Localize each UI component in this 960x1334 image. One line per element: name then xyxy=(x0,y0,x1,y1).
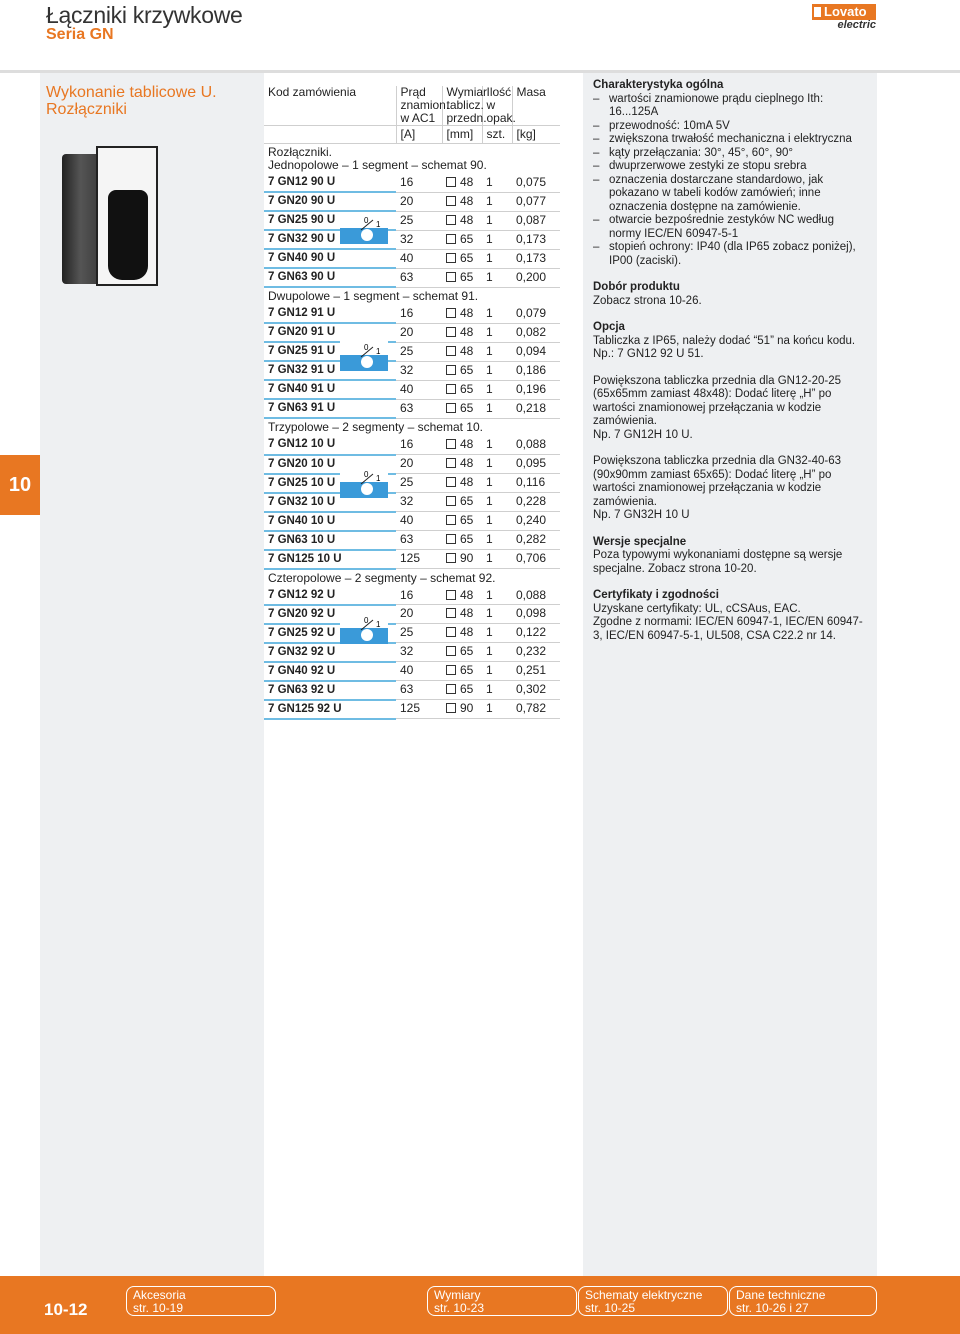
group-heading xyxy=(264,144,560,175)
rated-current: 40 xyxy=(396,249,442,268)
rated-current: 63 xyxy=(396,268,442,287)
char-item: – wartości znamionowe prądu cieplnego Ith: 16...125A xyxy=(593,93,867,120)
plate-dimension-value: 65 xyxy=(460,400,474,415)
page-subtitle: Seria GN xyxy=(46,26,114,43)
plate-dimension xyxy=(442,605,482,624)
rated-current: 25 xyxy=(396,342,442,361)
rated-current: 63 xyxy=(396,399,442,418)
mass: 0,082 xyxy=(512,323,560,342)
rated-current: 16 xyxy=(396,587,442,605)
pow2-text: Powiększona tabliczka przednia dla GN32-40-63 (90x90mm zamiast 65x65): Dodać literę „H” po wartości znamionowej przełączania w kodzie zamówienia. xyxy=(593,455,842,508)
col-wymiar: Wymiar tablicz. przedn. xyxy=(442,86,482,126)
mass: 0,079 xyxy=(512,305,560,323)
brand-sub: electric xyxy=(837,19,876,31)
square-icon xyxy=(446,458,456,468)
table-row xyxy=(264,399,560,418)
unit-ilosc: szt. xyxy=(482,126,512,144)
square-icon xyxy=(446,627,456,637)
square-icon xyxy=(446,253,456,263)
order-code: 7 GN20 10 U xyxy=(264,455,396,474)
section-title-line2: Rozłączniki xyxy=(46,101,127,118)
order-code: 7 GN25 90 U xyxy=(264,211,396,230)
order-code: 7 GN40 10 U xyxy=(264,512,396,531)
square-icon xyxy=(446,590,456,600)
opcja-title: Opcja xyxy=(593,321,625,333)
mass: 0,302 xyxy=(512,681,560,700)
svg-text:1: 1 xyxy=(376,620,381,629)
square-icon xyxy=(446,308,456,318)
order-code: 7 GN32 10 U xyxy=(264,493,396,512)
char-item: – przewodność: 10mA 5V xyxy=(593,120,867,134)
pack-qty: 1 xyxy=(482,305,512,323)
square-icon xyxy=(446,665,456,675)
table-row xyxy=(264,323,560,342)
pack-qty: 1 xyxy=(482,624,512,643)
square-icon xyxy=(446,608,456,618)
order-code: 7 GN20 91 U xyxy=(264,323,396,342)
char-item: – kąty przełączania: 30°, 45°, 60°, 90° xyxy=(593,147,867,161)
group-heading-line: Jednopolowe – 1 segment – schemat 90. xyxy=(268,158,487,172)
plate-dimension-value: 48 xyxy=(460,343,474,358)
table-row xyxy=(264,493,560,512)
mass: 0,186 xyxy=(512,361,560,380)
table-row xyxy=(264,643,560,662)
order-code: 7 GN125 10 U xyxy=(264,550,396,569)
pack-qty: 1 xyxy=(482,380,512,399)
col-ilosc: Ilość w opak. xyxy=(482,86,512,126)
order-code: 7 GN63 91 U xyxy=(264,399,396,418)
cam-switch-image xyxy=(56,146,160,294)
rated-current: 63 xyxy=(396,681,442,700)
table-row xyxy=(264,624,560,643)
square-icon xyxy=(446,365,456,375)
mass: 0,228 xyxy=(512,493,560,512)
rated-current: 16 xyxy=(396,436,442,454)
plate-dimension-value: 48 xyxy=(460,606,474,621)
mass: 0,094 xyxy=(512,342,560,361)
table-row xyxy=(264,681,560,700)
diagram-91 xyxy=(340,341,388,371)
group-heading-line: Dwupolowe – 1 segment – schemat 91. xyxy=(268,289,479,304)
order-code: 7 GN32 92 U xyxy=(264,643,396,662)
plate-dimension xyxy=(442,493,482,512)
char-item: – dwuprzerwowe zestyki ze stopu srebra xyxy=(593,160,867,174)
switch-position-icon xyxy=(340,341,388,371)
rated-current: 20 xyxy=(396,192,442,211)
plate-dimension xyxy=(442,587,482,605)
table-row xyxy=(264,249,560,268)
table-row xyxy=(264,587,560,605)
mass: 0,173 xyxy=(512,230,560,249)
char-item: – zwiększona trwałość mechaniczna i elektryczna xyxy=(593,133,867,147)
plate-dimension-value: 65 xyxy=(460,494,474,509)
square-icon xyxy=(446,177,456,187)
order-code: 7 GN40 90 U xyxy=(264,249,396,268)
plate-dimension-value: 48 xyxy=(460,625,474,640)
rated-current: 32 xyxy=(396,493,442,512)
rated-current: 40 xyxy=(396,662,442,681)
pack-qty: 1 xyxy=(482,681,512,700)
info-panel xyxy=(583,73,877,1276)
mass: 0,782 xyxy=(512,700,560,719)
plate-dimension xyxy=(442,474,482,493)
group-heading xyxy=(264,569,560,587)
plate-dimension-value: 48 xyxy=(460,324,474,339)
pack-qty: 1 xyxy=(482,587,512,605)
cert-text2: Zgodne z normami: IEC/EN 60947-1, IEC/EN 60947-3, IEC/EN 60947-5-1, UL508, CSA C22.2 nr 14. xyxy=(593,616,863,642)
order-code: 7 GN63 90 U xyxy=(264,268,396,287)
group-heading-line: Czteropolowe – 2 segmenty – schemat 92. xyxy=(268,570,496,585)
rated-current: 125 xyxy=(396,550,442,569)
order-code: 7 GN32 91 U xyxy=(264,361,396,380)
plate-dimension xyxy=(442,550,482,569)
svg-text:0: 0 xyxy=(364,343,369,352)
pack-qty: 1 xyxy=(482,455,512,474)
rated-current: 63 xyxy=(396,531,442,550)
mass: 0,251 xyxy=(512,662,560,681)
plate-dimension xyxy=(442,681,482,700)
square-icon xyxy=(446,515,456,525)
rated-current: 25 xyxy=(396,211,442,230)
plate-dimension-value: 48 xyxy=(460,212,474,227)
svg-text:0: 0 xyxy=(364,216,369,225)
pack-qty: 1 xyxy=(482,268,512,287)
table-row xyxy=(264,174,560,192)
square-icon xyxy=(446,346,456,356)
lovato-logo xyxy=(812,4,878,32)
table-row xyxy=(264,550,560,569)
plate-dimension-value: 90 xyxy=(460,701,474,716)
plate-dimension xyxy=(442,361,482,380)
switch-position-icon xyxy=(340,614,388,644)
plate-dimension xyxy=(442,323,482,342)
pack-qty: 1 xyxy=(482,361,512,380)
char-item: – stopień ochrony: IP40 (dla IP65 zobacz poniżej), IP00 (zaciski). xyxy=(593,241,867,268)
mass: 0,077 xyxy=(512,192,560,211)
table-row xyxy=(264,512,560,531)
footer-link-akcesoria[interactable] xyxy=(126,1286,276,1316)
footer-link-ref: str. 10-23 xyxy=(434,1301,485,1315)
table-row xyxy=(264,380,560,399)
mass: 0,240 xyxy=(512,512,560,531)
svg-text:1: 1 xyxy=(376,347,381,356)
plate-dimension-value: 90 xyxy=(460,551,474,566)
dobor-text: Zobacz strona 10-26. xyxy=(593,294,702,307)
footer-link-title: Schematy elektryczne xyxy=(585,1288,703,1302)
footer-link-title: Akcesoria xyxy=(133,1288,186,1302)
table-row xyxy=(264,305,560,323)
plate-dimension-value: 65 xyxy=(460,362,474,377)
plate-dimension xyxy=(442,512,482,531)
rated-current: 25 xyxy=(396,474,442,493)
table-row xyxy=(264,700,560,719)
pack-qty: 1 xyxy=(482,700,512,719)
plate-dimension xyxy=(442,174,482,192)
rated-current: 20 xyxy=(396,323,442,342)
svg-text:1: 1 xyxy=(376,220,381,229)
rated-current: 16 xyxy=(396,305,442,323)
mass: 0,173 xyxy=(512,249,560,268)
opcja-example: Np.: 7 GN12 92 U 51. xyxy=(593,348,704,360)
order-code: 7 GN25 91 U xyxy=(264,342,396,361)
pack-qty: 1 xyxy=(482,643,512,662)
square-icon xyxy=(446,439,456,449)
mass: 0,196 xyxy=(512,380,560,399)
table-row xyxy=(264,211,560,230)
mass: 0,098 xyxy=(512,605,560,624)
group-heading-line: Trzypolowe – 2 segmenty – schemat 10. xyxy=(268,420,483,435)
pack-qty: 1 xyxy=(482,493,512,512)
plate-dimension-value: 48 xyxy=(460,193,474,208)
diagram-90 xyxy=(340,214,388,244)
col-masa: Masa xyxy=(516,85,546,99)
pack-qty: 1 xyxy=(482,192,512,211)
mass: 0,200 xyxy=(512,268,560,287)
order-code: 7 GN63 92 U xyxy=(264,681,396,700)
order-code: 7 GN12 91 U xyxy=(264,305,396,323)
rated-current: 32 xyxy=(396,643,442,662)
square-icon xyxy=(446,703,456,713)
plate-dimension-value: 48 xyxy=(460,175,474,189)
plate-dimension xyxy=(442,342,482,361)
square-icon xyxy=(446,196,456,206)
plate-dimension-value: 65 xyxy=(460,644,474,659)
footer-link-wymiary[interactable] xyxy=(427,1286,577,1316)
footer-link-schematy[interactable] xyxy=(578,1286,728,1316)
brand-name: Lovato xyxy=(812,4,876,20)
unit-wymiar: [mm] xyxy=(442,126,482,144)
rated-current: 125 xyxy=(396,700,442,719)
table-row xyxy=(264,342,560,361)
plate-dimension-value: 48 xyxy=(460,475,474,490)
square-icon xyxy=(446,234,456,244)
square-icon xyxy=(446,403,456,413)
table-row xyxy=(264,474,560,493)
plate-dimension xyxy=(442,249,482,268)
plate-dimension-value: 48 xyxy=(460,306,474,321)
pack-qty: 1 xyxy=(482,436,512,454)
plate-dimension-value: 48 xyxy=(460,437,474,452)
square-icon xyxy=(446,684,456,694)
square-icon xyxy=(446,496,456,506)
plate-dimension xyxy=(442,662,482,681)
plate-dimension xyxy=(442,531,482,550)
plate-dimension xyxy=(442,436,482,454)
table-row xyxy=(264,455,560,474)
diagram-92 xyxy=(340,614,388,644)
mass: 0,122 xyxy=(512,624,560,643)
char-item: – otwarcie bezpośrednie zestyków NC według normy IEC/EN 60947-5-1 xyxy=(593,214,867,241)
cert-text1: Uzyskane certyfikaty: UL, cCSAus, EAC. xyxy=(593,602,801,615)
square-icon xyxy=(446,553,456,563)
plate-dimension xyxy=(442,230,482,249)
plate-dimension xyxy=(442,268,482,287)
char-item: – oznaczenia dostarczane standardowo, jak pokazano w tabeli kodów zamówień; inne oznaczenia dostępne na zamówienie. xyxy=(593,174,867,215)
rated-current: 40 xyxy=(396,380,442,399)
plate-dimension xyxy=(442,399,482,418)
svg-text:0: 0 xyxy=(364,470,369,479)
order-code: 7 GN25 10 U xyxy=(264,474,396,493)
plate-dimension-value: 48 xyxy=(460,587,474,602)
pack-qty: 1 xyxy=(482,399,512,418)
col-kod: Kod zamówienia xyxy=(264,86,396,126)
mass: 0,087 xyxy=(512,211,560,230)
mass: 0,088 xyxy=(512,436,560,454)
square-icon xyxy=(446,215,456,225)
table-row xyxy=(264,361,560,380)
plate-dimension xyxy=(442,700,482,719)
pack-qty: 1 xyxy=(482,211,512,230)
pack-qty: 1 xyxy=(482,249,512,268)
page-number: 10-12 xyxy=(44,1300,88,1319)
plate-dimension-value: 65 xyxy=(460,663,474,678)
plate-dimension xyxy=(442,380,482,399)
plate-dimension-value: 65 xyxy=(460,231,474,246)
opcja-text: Tabliczka z IP65, należy dodać “51” na końcu kodu. xyxy=(593,334,856,347)
plate-dimension xyxy=(442,211,482,230)
rated-current: 20 xyxy=(396,605,442,624)
chapter-tab: 10 xyxy=(0,455,40,515)
order-code: 7 GN40 92 U xyxy=(264,662,396,681)
plate-dimension xyxy=(442,455,482,474)
square-icon xyxy=(446,646,456,656)
plate-dimension-value: 65 xyxy=(460,269,474,284)
pack-qty: 1 xyxy=(482,531,512,550)
group-heading xyxy=(264,287,560,305)
svg-text:0: 0 xyxy=(364,616,369,625)
footer-link-title: Dane techniczne xyxy=(736,1288,826,1302)
section-title-line1: Wykonanie tablicowe U. xyxy=(46,84,217,101)
footer-link-ref: str. 10-25 xyxy=(585,1301,636,1315)
table-row xyxy=(264,662,560,681)
rated-current: 16 xyxy=(396,174,442,192)
plate-dimension xyxy=(442,305,482,323)
order-code: 7 GN125 92 U xyxy=(264,700,396,719)
section-title xyxy=(46,84,217,118)
unit-prad: [A] xyxy=(396,126,442,144)
mass: 0,095 xyxy=(512,455,560,474)
square-icon xyxy=(446,534,456,544)
square-icon xyxy=(446,272,456,282)
footer-link-ref: str. 10-19 xyxy=(133,1301,184,1315)
plate-dimension-value: 65 xyxy=(460,381,474,396)
pow2-example: Np. 7 GN32H 10 U xyxy=(593,509,690,521)
pow1-example: Np. 7 GN12H 10 U. xyxy=(593,428,693,441)
pack-qty: 1 xyxy=(482,605,512,624)
plate-dimension-value: 65 xyxy=(460,513,474,528)
plate-dimension xyxy=(442,643,482,662)
switch-position-icon xyxy=(340,468,388,498)
page-title: Łączniki krzywkowe xyxy=(46,2,243,28)
order-code: 7 GN12 10 U xyxy=(264,436,396,454)
rated-current: 20 xyxy=(396,455,442,474)
plate-dimension-value: 48 xyxy=(460,456,474,471)
group-heading-line: Rozłączniki. xyxy=(268,145,333,159)
plate-dimension xyxy=(442,192,482,211)
pack-qty: 1 xyxy=(482,662,512,681)
footer-link-ref: str. 10-26 i 27 xyxy=(736,1301,809,1315)
wersje-text: Poza typowymi wykonaniami dostępne są wersje specjalne. Zobacz strona 10-20. xyxy=(593,549,843,575)
order-code: 7 GN12 90 U xyxy=(264,174,396,192)
table-row xyxy=(264,531,560,550)
order-code: 7 GN25 92 U xyxy=(264,624,396,643)
rated-current: 25 xyxy=(396,624,442,643)
pow1-text: Powiększona tabliczka przednia dla GN12-20-25 (65x65mm zamiast 48x48): Dodać literę „H” po wartości znamionowej przełączania w kodzie zamówienia. xyxy=(593,374,842,427)
footer-link-dane[interactable] xyxy=(729,1286,877,1316)
mass: 0,088 xyxy=(512,587,560,605)
dobor-title: Dobór produktu xyxy=(593,281,680,293)
square-icon xyxy=(446,477,456,487)
order-code: 7 GN20 90 U xyxy=(264,192,396,211)
unit-masa: [kg] xyxy=(512,126,560,144)
char-list xyxy=(593,93,867,269)
table-row xyxy=(264,605,560,624)
plate-dimension-value: 65 xyxy=(460,682,474,697)
square-icon xyxy=(446,384,456,394)
col-prad: Prąd znamion. w AC1 xyxy=(396,86,442,126)
group-heading xyxy=(264,418,560,436)
rated-current: 40 xyxy=(396,512,442,531)
plate-dimension-value: 65 xyxy=(460,532,474,547)
table-row xyxy=(264,230,560,249)
square-icon xyxy=(446,327,456,337)
wersje-title: Wersje specjalne xyxy=(593,535,687,548)
pack-qty: 1 xyxy=(482,474,512,493)
catalog-table xyxy=(264,86,560,720)
mass: 0,232 xyxy=(512,643,560,662)
svg-text:1: 1 xyxy=(376,474,381,483)
table-row xyxy=(264,268,560,287)
rated-current: 32 xyxy=(396,361,442,380)
switch-position-icon xyxy=(340,214,388,244)
order-code: 7 GN32 90 U xyxy=(264,230,396,249)
pack-qty: 1 xyxy=(482,512,512,531)
order-code: 7 GN63 10 U xyxy=(264,531,396,550)
footer-link-title: Wymiary xyxy=(434,1288,481,1302)
order-code: 7 GN20 92 U xyxy=(264,605,396,624)
pack-qty: 1 xyxy=(482,342,512,361)
pack-qty: 1 xyxy=(482,323,512,342)
mass: 0,706 xyxy=(512,550,560,569)
order-code: 7 GN40 91 U xyxy=(264,380,396,399)
pack-qty: 1 xyxy=(482,174,512,192)
diagram-10 xyxy=(340,468,388,498)
plate-dimension xyxy=(442,624,482,643)
char-title: Charakterystyka ogólna xyxy=(593,79,724,91)
switch-knob xyxy=(108,190,148,280)
table-row xyxy=(264,436,560,454)
rated-current: 32 xyxy=(396,230,442,249)
table-row xyxy=(264,192,560,211)
mass: 0,218 xyxy=(512,399,560,418)
order-code: 7 GN12 92 U xyxy=(264,587,396,605)
mass: 0,116 xyxy=(512,474,560,493)
mass: 0,075 xyxy=(512,174,560,192)
pack-qty: 1 xyxy=(482,230,512,249)
plate-dimension-value: 65 xyxy=(460,250,474,265)
mass: 0,282 xyxy=(512,531,560,550)
cert-title: Certyfikaty i zgodności xyxy=(593,589,719,601)
pack-qty: 1 xyxy=(482,550,512,569)
